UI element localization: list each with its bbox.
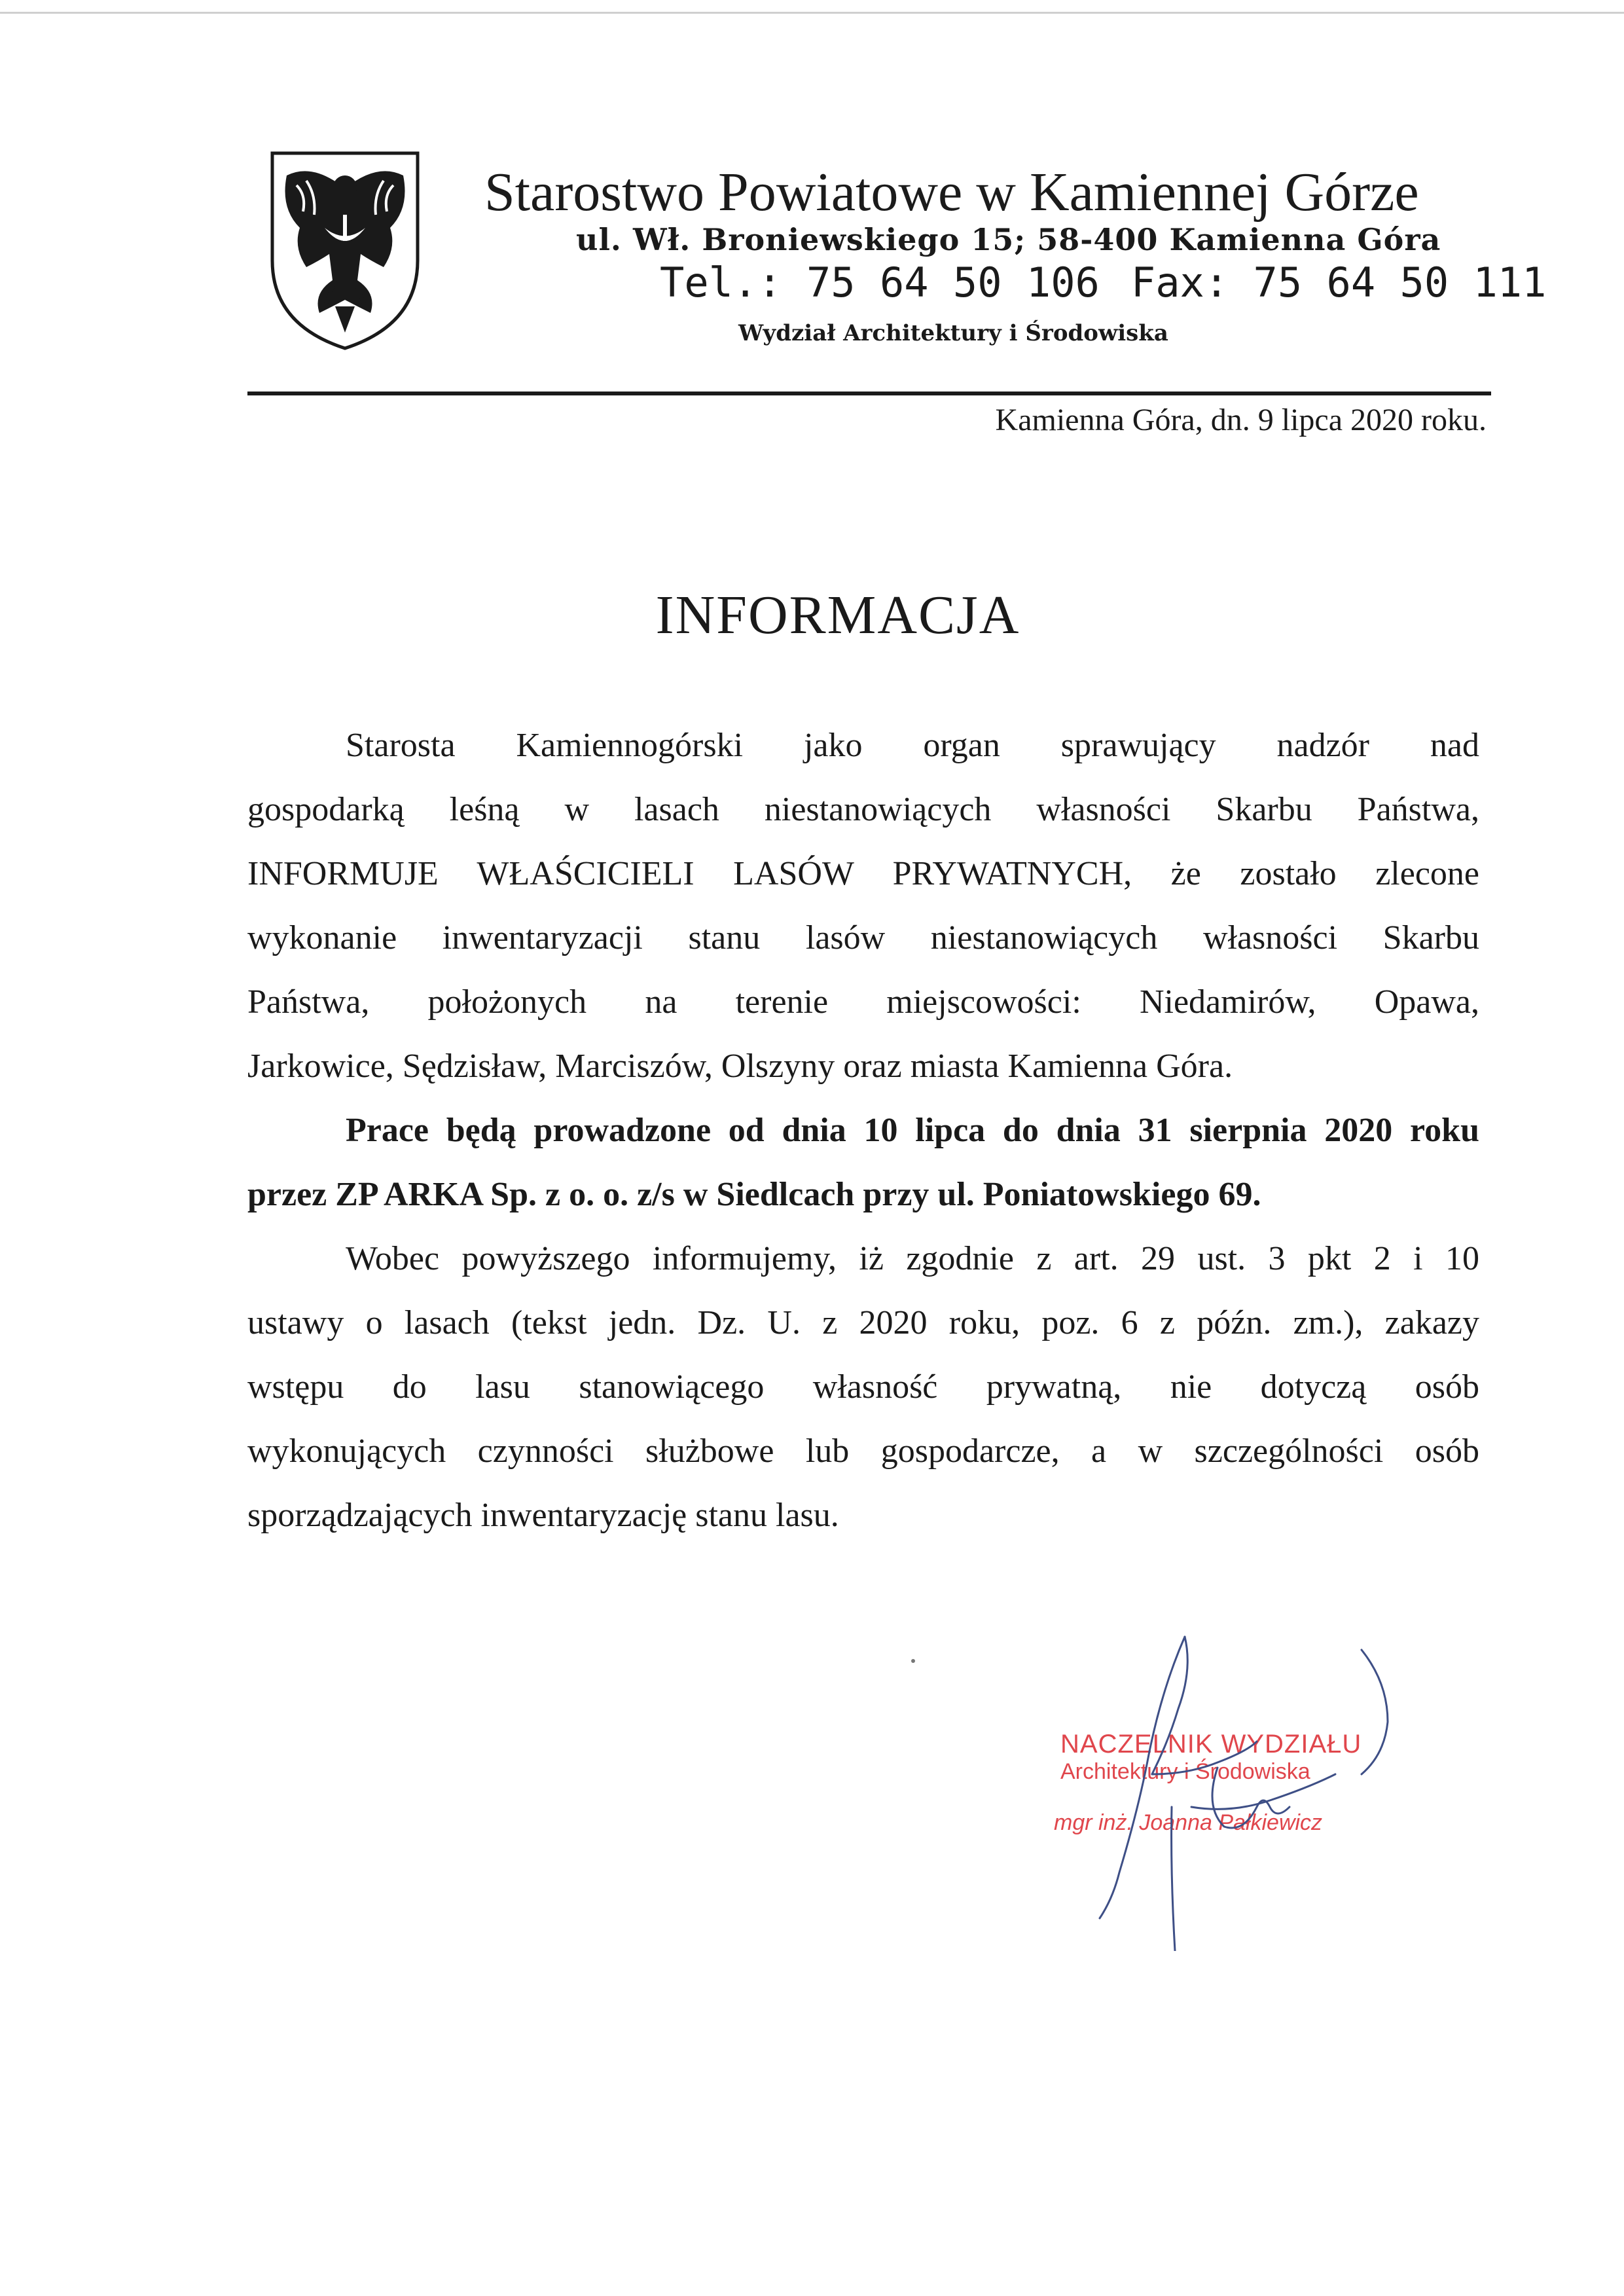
- paragraph-line: INFORMUJE WŁAŚCICIELI LASÓW PRYWATNYCH, że zostało zlecone: [247, 855, 1479, 892]
- paragraph-2: [247, 1099, 1479, 1227]
- paragraph-line: Państwa, położonych na terenie miejscowości: Niedamirów, Opawa,: [247, 983, 1479, 1021]
- eagle-crest-icon: [267, 149, 423, 352]
- paragraph-line: Starosta Kamiennogórski jako organ sprawujący nadzór nad: [346, 727, 1479, 764]
- org-tel: Tel.: 75 64 50 106: [660, 259, 1100, 306]
- paragraph-line: Jarkowice, Sędzisław, Marciszów, Olszyny oraz miasta Kamienna Góra.: [247, 1048, 1233, 1085]
- header-rule: [247, 392, 1491, 395]
- org-fax: Fax: 75 64 50 111: [1130, 259, 1547, 306]
- scan-speck: [911, 1659, 915, 1663]
- document-body: [247, 714, 1479, 1548]
- paragraph-line: wykonanie inwentaryzacji stanu lasów niestanowiących własności Skarbu: [247, 919, 1479, 957]
- paragraph-1: [247, 714, 1479, 1099]
- org-phones: [660, 258, 1546, 308]
- letterhead: [249, 149, 1547, 398]
- org-address: ul. Wł. Broniewskiego 15; 58-400 Kamienna Góra: [576, 222, 1441, 257]
- stamp-title: NACZELNIK WYDZIAŁU: [1060, 1730, 1362, 1758]
- paragraph-line: wstępu do lasu stanowiącego własność prywatną, nie dotyczą osób: [247, 1368, 1479, 1406]
- paragraph-line: wykonujących czynności służbowe lub gospodarcze, a w szczególności osób: [247, 1432, 1479, 1470]
- paragraph-line: Wobec powyższego informujemy, iż zgodnie z art. 29 ust. 3 pkt 2 i 10: [346, 1240, 1479, 1277]
- stamp-person: mgr inż. Joanna Pałkiewicz: [1054, 1810, 1323, 1835]
- paragraph-line: ustawy o lasach (tekst jedn. Dz. U. z 2020 roku, poz. 6 z późn. zm.), zakazy: [247, 1304, 1479, 1341]
- paragraph-line: sporządzających inwentaryzację stanu lasu.: [247, 1497, 839, 1534]
- document-title: INFORMACJA: [655, 585, 1020, 646]
- paragraph-3: [247, 1227, 1479, 1548]
- paragraph-line: gospodarką leśną w lasach niestanowiących własności Skarbu Państwa,: [247, 791, 1479, 828]
- stamp-department: Architektury i Środowiska: [1060, 1759, 1310, 1784]
- paragraph-line: Prace będą prowadzone od dnia 10 lipca do dnia 31 sierpnia 2020 roku: [346, 1112, 1479, 1149]
- org-name: Starostwo Powiatowe w Kamiennej Górze: [484, 162, 1419, 223]
- org-department: Wydział Architektury i Środowiska: [738, 320, 1168, 346]
- handwritten-signature-icon: [1021, 1611, 1427, 1951]
- paragraph-line: przez ZP ARKA Sp. z o. o. z/s w Siedlcach przy ul. Poniatowskiego 69.: [247, 1176, 1261, 1213]
- scan-edge: [0, 12, 1624, 14]
- date-line: Kamienna Góra, dn. 9 lipca 2020 roku.: [995, 403, 1487, 437]
